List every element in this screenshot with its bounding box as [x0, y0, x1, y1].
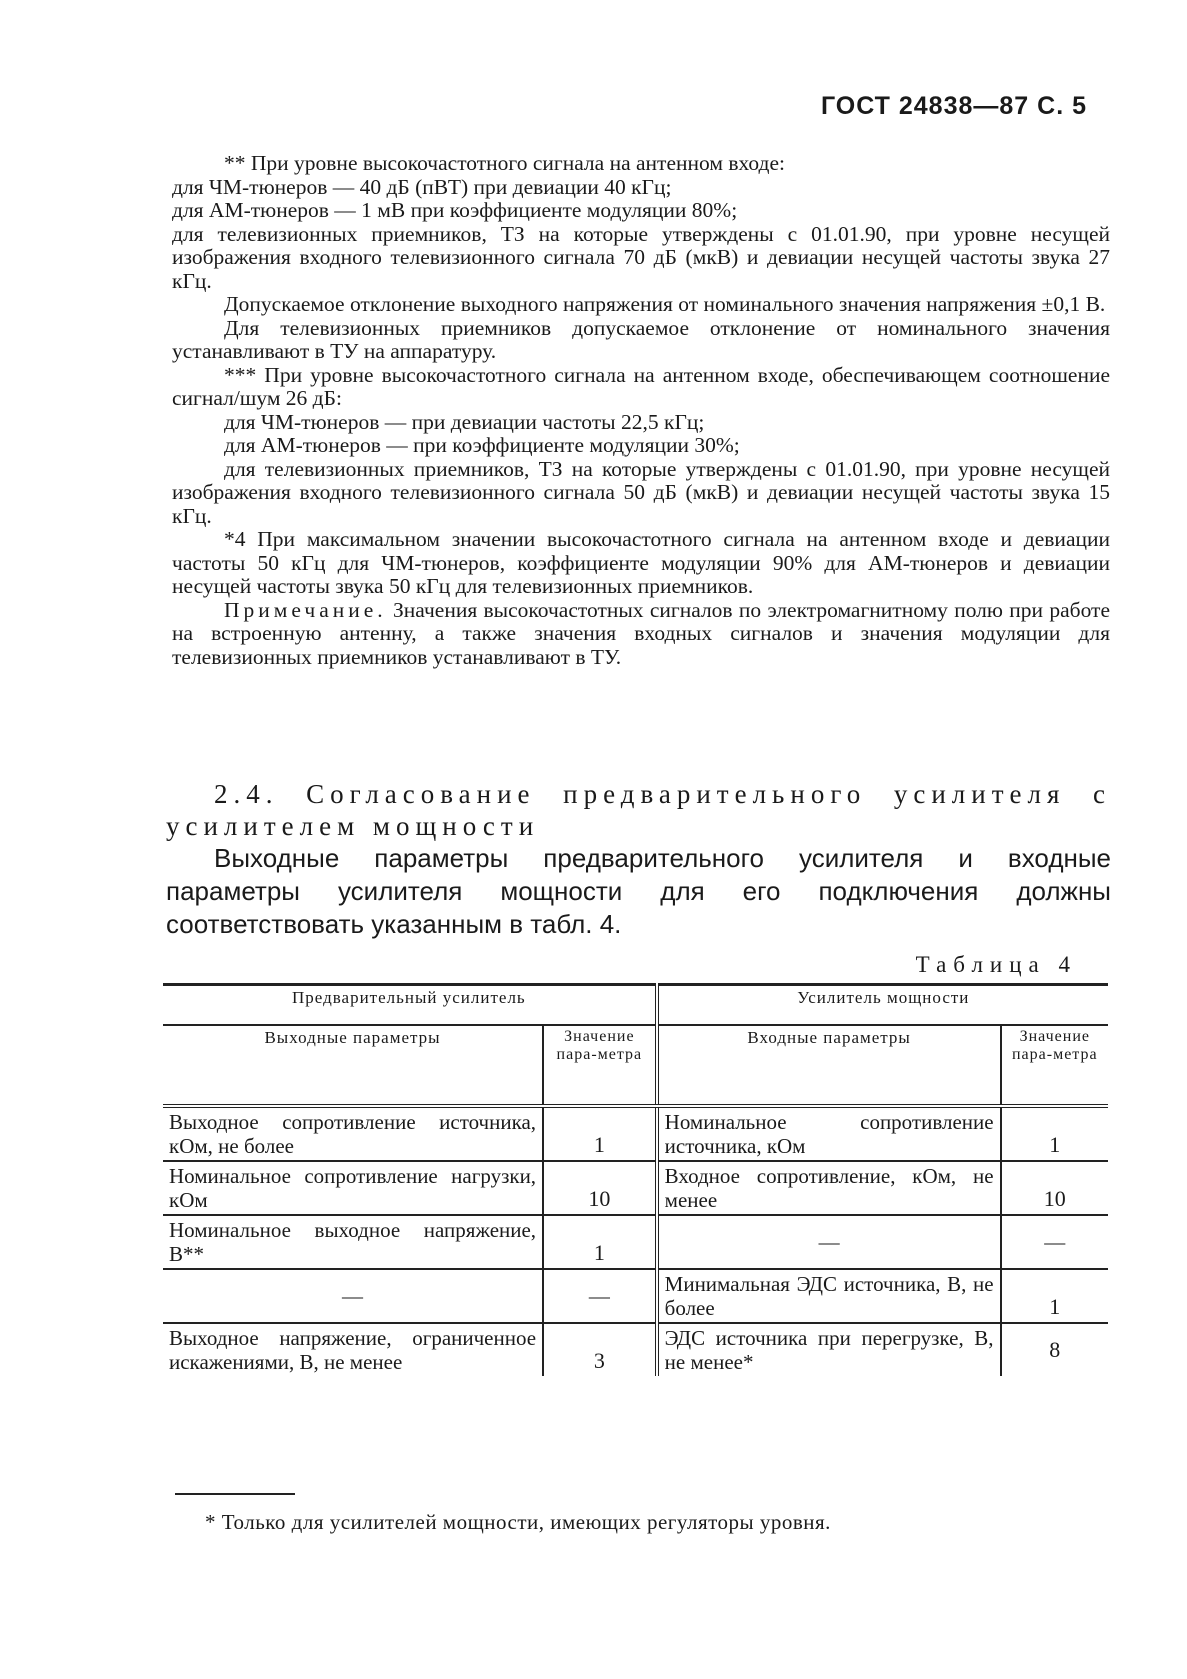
- note-2-tolerance: Допускаемое отклонение выходного напряжения от номинального значения напряжения ±0,1 В.: [224, 292, 1106, 316]
- output-param: Номинальное сопротивление нагрузки, кОм: [163, 1161, 543, 1215]
- output-value: 10: [543, 1161, 657, 1215]
- note-3-tv: для телевизионных приемников, ТЗ на которые утверждены с 01.01.90, при уровне несущей изображения входного телевизионного сигнала 50 дБ (мкВ) и девиации несущей частоты звука 15 кГц.: [172, 456, 1110, 528]
- group-preamplifier: Предварительный усилитель: [163, 985, 657, 1026]
- input-value: —: [1001, 1215, 1108, 1269]
- group-power-amplifier: Усилитель мощности: [657, 985, 1108, 1026]
- remark: [172, 599, 1110, 670]
- output-value: 1: [543, 1215, 657, 1269]
- col-output-params: Выходные параметры: [163, 1025, 543, 1106]
- section-title: 2.4. Согласование предварительного усилителя с усилителем мощности: [166, 779, 1111, 841]
- note-2-intro: ** При уровне высокочастотного сигнала на антенном входе:: [224, 151, 785, 175]
- input-param: Входное сопротивление, кОм, не менее: [657, 1161, 1001, 1215]
- section-2-4: [166, 778, 1111, 941]
- output-value: 1: [543, 1106, 657, 1161]
- input-param: —: [657, 1215, 1001, 1269]
- note-4: *4 При максимальном значении высокочастотного сигнала на антенном входе и девиации частоты 50 кГц для ЧМ-тюнеров, коэффициенте модуляции 90% для АМ-тюнеров и девиации несущей частоты звука 50 кГц для телевизионных приемников.: [172, 527, 1110, 598]
- output-param: Выходное напряжение, ограниченное искажениями, В, не менее: [169, 1326, 537, 1374]
- output-param: Выходное сопротивление источника, кОм, не более: [163, 1106, 543, 1161]
- note-2-tv: для телевизионных приемников, ТЗ на которые утверждены с 01.01.90, при уровне несущей изображения входного телевизионного сигнала 70 дБ (мкВ) и девиации несущей частоты звука 27 кГц.: [172, 221, 1110, 293]
- page-header: ГОСТ 24838—87 С. 5: [820, 92, 1087, 120]
- col-output-value: Значение пара-метра: [543, 1025, 657, 1106]
- section-body: Выходные параметры предварительного усилителя и входные параметры усилителя мощности для его подключения должны соответствовать указанным в табл. 4.: [166, 843, 1111, 939]
- table-4: [163, 983, 1108, 1376]
- note-3-intro: *** При уровне высокочастотного сигнала на антенном входе, обеспечивающем соотношение сигнал/шум 26 дБ:: [172, 362, 1110, 410]
- input-value: 10: [1001, 1161, 1108, 1215]
- table-row: [163, 1323, 1108, 1376]
- remark-label: Примечание.: [224, 597, 387, 622]
- col-input-value: Значение пара-метра: [1001, 1025, 1108, 1106]
- output-value: —: [543, 1269, 657, 1323]
- note-2-fm: для ЧМ-тюнеров — 40 дБ (пВТ) при девиации 40 кГц;: [172, 174, 672, 199]
- note-3-fm: для ЧМ-тюнеров — при девиации частоты 22,5 кГц;: [224, 409, 705, 434]
- output-value: 3: [543, 1323, 657, 1376]
- footnote-divider: [175, 1493, 295, 1495]
- table-caption: Таблица 4: [915, 952, 1077, 977]
- table-row: [163, 1269, 1108, 1323]
- input-value: 1: [1001, 1106, 1108, 1161]
- footnotes-block: [172, 152, 1110, 669]
- remark-text: Значения высокочастотных сигналов по электромагнитному полю при работе на встроенную антенну, а также значения входных сигналов и значения модуляции для телевизионных приемников устанавливают в ТУ.: [172, 597, 1110, 669]
- input-value: 8: [1001, 1323, 1108, 1376]
- note-2-am: для АМ-тюнеров — 1 мВ при коэффициенте модуляции 80%;: [172, 198, 738, 222]
- input-value: 1: [1001, 1269, 1108, 1323]
- output-param: Номинальное выходное напряжение, В**: [163, 1215, 543, 1269]
- table-group-header: [163, 985, 1108, 1026]
- table-row: [163, 1161, 1108, 1215]
- table-row: [163, 1215, 1108, 1269]
- input-param: Минимальная ЭДС источника, В, не более: [657, 1269, 1001, 1323]
- footnote: * Только для усилителей мощности, имеющих регуляторы уровня.: [205, 1510, 831, 1534]
- input-param: ЭДС источника при перегрузке, В, не менее*: [657, 1323, 1001, 1376]
- table-row: [163, 1106, 1108, 1161]
- note-3-am: для АМ-тюнеров — при коэффициенте модуляции 30%;: [224, 433, 740, 457]
- output-param: —: [163, 1269, 543, 1323]
- col-input-params: Входные параметры: [657, 1025, 1001, 1106]
- input-param: Номинальное сопротивление источника, кОм: [657, 1106, 1001, 1161]
- note-2-tv-tolerance: Для телевизионных приемников допускаемое отклонение от номинального значения устанавливают в ТУ на аппаратуру.: [172, 315, 1110, 363]
- table-column-header: [163, 1025, 1108, 1106]
